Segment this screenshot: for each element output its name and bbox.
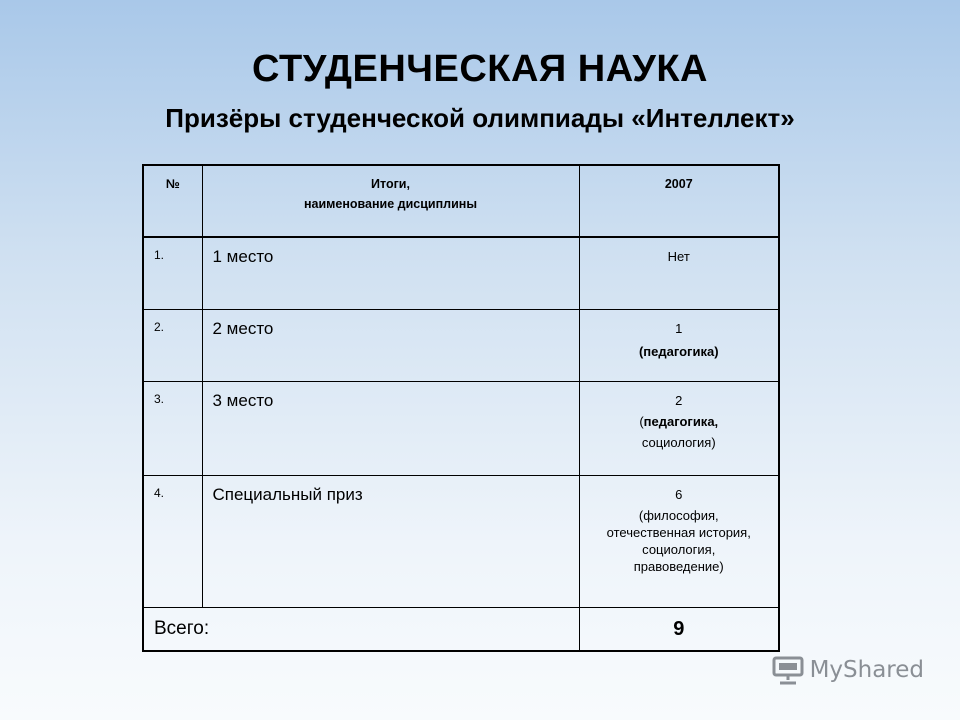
projector-screen-icon xyxy=(772,655,804,685)
row-count: 2 xyxy=(675,392,683,408)
row-value xyxy=(579,381,779,475)
results-table xyxy=(142,164,780,652)
row-name: Специальный приз xyxy=(202,475,579,607)
row-value xyxy=(579,309,779,381)
slide-subtitle: Призёры студенческой олимпиады «Интеллект» xyxy=(165,103,795,133)
row-count: Нет xyxy=(667,249,690,264)
row-subject-line: социология, xyxy=(642,541,716,557)
total-label: Всего: xyxy=(143,607,579,651)
table-header-row xyxy=(143,165,779,237)
row-name: 2 место xyxy=(202,309,579,381)
header-num: № xyxy=(143,165,202,237)
row-num: 2. xyxy=(143,309,202,381)
row-subject-line: (философия, xyxy=(638,507,719,523)
row-num: 1. xyxy=(143,237,202,309)
watermark-text: MyShared xyxy=(809,657,924,683)
row-name: 3 место xyxy=(202,381,579,475)
header-year: 2007 xyxy=(579,165,779,237)
header-name-line2: наименование дисциплины xyxy=(303,197,478,211)
table-row xyxy=(143,237,779,309)
header-name-line1: Итоги, xyxy=(371,177,410,191)
header-name xyxy=(202,165,579,237)
table-total-row xyxy=(143,607,779,651)
row-subject-line: отечественная история, xyxy=(606,524,751,540)
row-subject: (педагогика) xyxy=(638,343,719,359)
row-subject-rest: социология) xyxy=(641,434,716,450)
row-count: 6 xyxy=(675,486,683,502)
table-row xyxy=(143,309,779,381)
table-row xyxy=(143,381,779,475)
watermark xyxy=(772,655,924,685)
row-value xyxy=(579,475,779,607)
row-subject xyxy=(580,411,779,432)
row-count: 1 xyxy=(675,320,683,336)
table-row xyxy=(143,475,779,607)
row-subject-bold: педагогика, xyxy=(643,413,719,429)
row-value xyxy=(579,237,779,309)
row-num: 4. xyxy=(143,475,202,607)
total-value: 9 xyxy=(579,607,779,651)
row-name: 1 место xyxy=(202,237,579,309)
row-num: 3. xyxy=(143,381,202,475)
row-subject-line: правоведение) xyxy=(633,558,724,574)
row-subject-open: ( xyxy=(639,413,644,429)
slide-title: СТУДЕНЧЕСКАЯ НАУКА xyxy=(252,48,708,90)
